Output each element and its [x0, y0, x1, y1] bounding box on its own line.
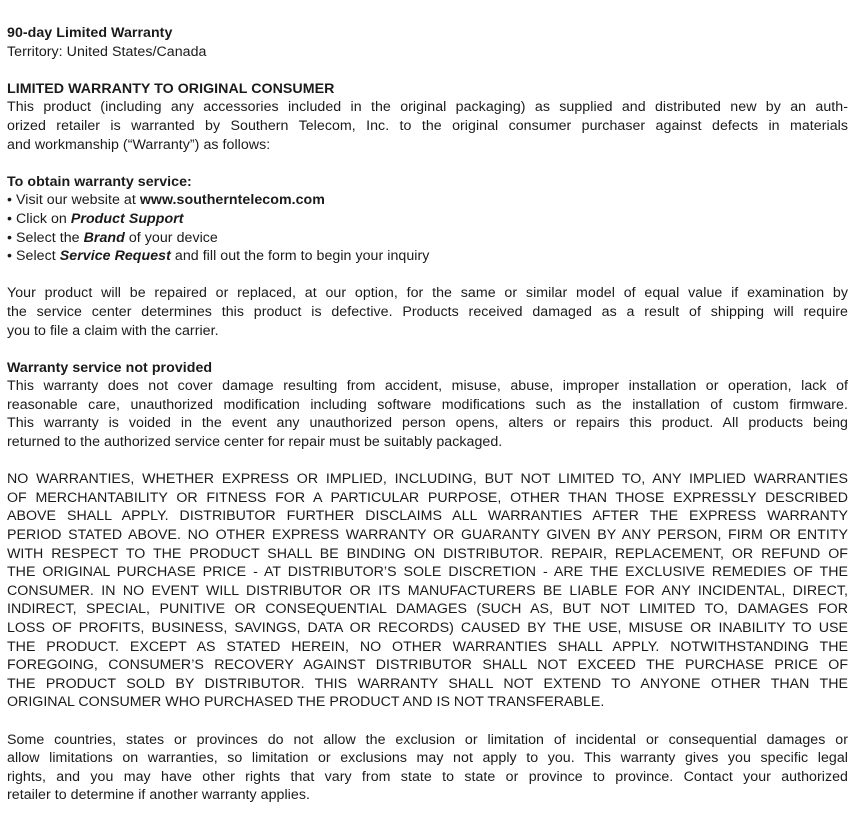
paragraph-line: rights, and you may have other rights that vary from state to state or province to province. Contact your authorized — [7, 768, 848, 785]
list-item-text: of your device — [124, 229, 218, 246]
disclaimer-line: PERIOD STATED ABOVE. NO OTHER EXPRESS WARRANTY OR GUARANTY GIVEN BY ANY PERSON, FIRM OR ENTITY — [7, 527, 848, 544]
disclaimer-line: ORIGINAL CONSUMER WHO PURCHASED THE PRODUCT AND IS NOT TRANSFERABLE. — [7, 694, 605, 711]
disclaimer-line: LOSS OF PROFITS, BUSINESS, SAVINGS, DATA OR RECORDS) CAUSED BY THE USE, MISUSE OR INABILITY TO USE — [7, 620, 848, 636]
paragraph-line: and workmanship (“Warranty”) as follows: — [7, 136, 271, 153]
disclaimer-line: WITH RESPECT TO THE PRODUCT SHALL BE BINDING ON DISTRIBUTOR. REPAIR, REPLACEMENT, OR REFUND OF — [7, 545, 848, 562]
section-title: To obtain warranty service: — [7, 173, 192, 190]
paragraph-line: the service center determines this product is defective. Products received damaged as a result of shipping will require — [7, 303, 848, 320]
paragraph-line: reasonable care, unauthorized modification including software modifications such as the installation of custom firmware. — [7, 396, 848, 413]
paragraph-line: Your product will be repaired or replaced, at our option, for the same or similar model of equal value if examination by — [7, 285, 848, 302]
paragraph-line: This warranty does not cover damage resulting from accident, misuse, abuse, improper installation or operation, lack of — [7, 378, 848, 395]
section-title: Warranty service not provided — [7, 359, 213, 376]
obtain-service-section — [7, 173, 848, 266]
spacer — [7, 266, 848, 285]
paragraph-line: you to file a claim with the carrier. — [7, 322, 219, 339]
brand-label: Brand — [83, 229, 125, 246]
territory-text: Territory: United States/Canada — [7, 43, 207, 60]
paragraph-line: retailer to determine if another warranty applies. — [7, 787, 310, 804]
disclaimer-line: THE ORIGINAL PURCHASE PRICE - AT DISTRIBUTOR’S SOLE DISCRETION - ARE THE EXCLUSIVE REMEDIES OF THE — [7, 564, 848, 581]
warranty-heading — [7, 24, 848, 61]
closing-paragraph — [7, 731, 848, 805]
document-title: 90-day Limited Warranty — [7, 25, 173, 41]
product-support-label: Product Support — [70, 210, 184, 227]
disclaimer-line: CONSUMER. IN NO EVENT WILL DISTRIBUTOR OR ITS MANUFACTURERS BE LIABLE FOR ANY INCIDENTAL, DIRECT, — [7, 582, 848, 599]
list-item-service-request — [7, 247, 848, 266]
website-link: www.southerntelecom.com — [139, 192, 325, 209]
service-not-provided-section — [7, 359, 848, 452]
section-title: LIMITED WARRANTY TO ORIGINAL CONSUMER — [7, 80, 335, 97]
spacer — [7, 452, 848, 471]
list-item-text: • Select the — [7, 229, 84, 246]
disclaimer-paragraph — [7, 470, 848, 712]
disclaimer-line: NO WARRANTIES, WHETHER EXPRESS OR IMPLIED, INCLUDING, BUT NOT LIMITED TO, ANY IMPLIED WARRANTIES — [7, 471, 848, 488]
paragraph-line: orized retailer is warranted by Southern Telecom, Inc. to the original consumer purchaser against defects in materials — [7, 117, 848, 134]
list-item-text: and fill out the form to begin your inquiry — [170, 248, 430, 265]
disclaimer-line: ABOVE SHALL APPLY. DISTRIBUTOR FURTHER DISCLAIMS ALL WARRANTIES AFTER THE EXPRESS WARRANTY — [7, 508, 848, 525]
disclaimer-line: OF MERCHANTABILITY OR FITNESS FOR A PARTICULAR PURPOSE, OTHER THAN THOSE EXPRESSLY DESCRIBED — [7, 489, 848, 506]
service-request-label: Service Request — [59, 248, 171, 265]
disclaimer-line: THE PRODUCT. EXCEPT AS STATED HEREIN, NO OTHER WARRANTIES SHALL APPLY. NOTWITHSTANDING THE — [7, 638, 848, 655]
paragraph-line: This product (including any accessories included in the original packaging) as supplied and distributed new by an auth- — [7, 99, 848, 116]
paragraph-line: returned to the authorized service center for repair must be suitably packaged. — [7, 434, 503, 451]
paragraph-line: allow limitations on warranties, so limitation or exclusions may not apply to you. This warranty gives you specific legal — [7, 750, 848, 767]
paragraph-line: This warranty is voided in the event any unauthorized person opens, alters or repairs this product. All products being — [7, 415, 848, 432]
list-item-brand — [7, 229, 848, 248]
list-item-product-support — [7, 210, 848, 229]
spacer — [7, 340, 848, 359]
list-item-text: • Visit our website at — [7, 192, 140, 209]
limited-warranty-section — [7, 80, 848, 154]
paragraph-line: Some countries, states or provinces do not allow the exclusion or limitation of incidental or consequential damages or — [7, 731, 848, 748]
spacer — [7, 61, 848, 80]
spacer — [7, 154, 848, 173]
disclaimer-line: THE PRODUCT SOLD BY DISTRIBUTOR. THIS WARRANTY SHALL NOT EXTEND TO ANYONE OTHER THAN THE — [7, 675, 848, 692]
disclaimer-line: INDIRECT, SPECIAL, PUNITIVE OR CONSEQUENTIAL DAMAGES (SUCH AS, BUT NOT LIMITED TO, DAMAGES FOR — [7, 601, 848, 618]
repair-paragraph — [7, 284, 848, 340]
list-item-website — [7, 191, 848, 210]
list-item-text: • Click on — [7, 210, 71, 227]
spacer — [7, 712, 848, 731]
list-item-text: • Select — [7, 248, 60, 265]
disclaimer-line: FOREGOING, CONSUMER’S RECOVERY AGAINST DISTRIBUTOR SHALL NOT EXCEED THE PURCHASE PRICE OF — [7, 657, 848, 674]
